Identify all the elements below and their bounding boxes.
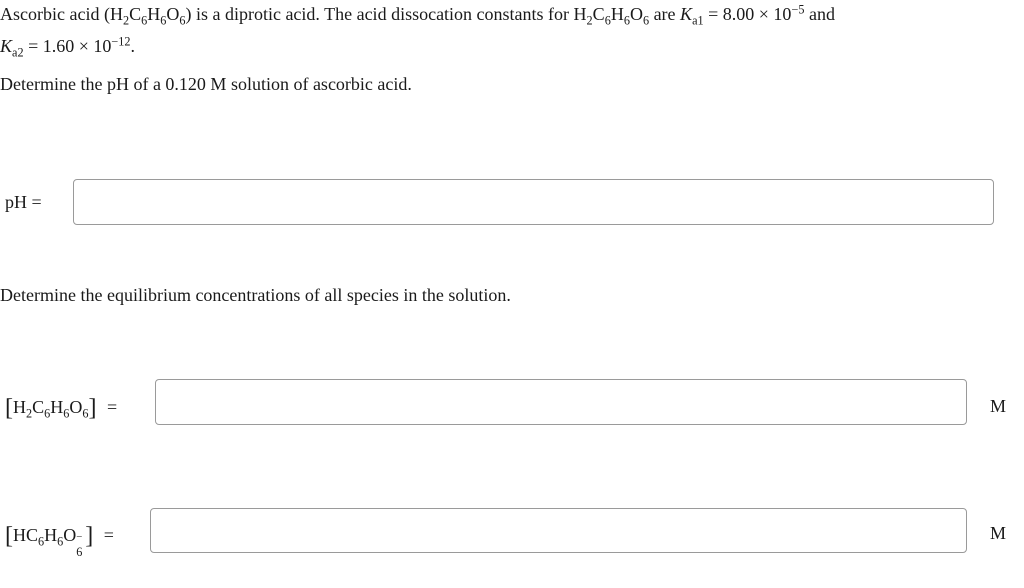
- formula-h2c6h6o6-2: $H_2C_6H_6O_6$: [573, 4, 650, 28]
- h2c6h6o6-concentration-label: $[H_2C_6H_6O_6]$ =: [5, 395, 118, 421]
- hc6h6o6-concentration-label: [$HC_6H_6O$ − 6 ] =: [5, 523, 114, 560]
- part2-prompt: Determine the equilibrium concentrations of all species in the solution.: [0, 285, 511, 305]
- are-text: are: [649, 4, 681, 24]
- question-line-2: [0, 34, 136, 60]
- ph-label: pH =: [5, 192, 42, 212]
- after-formula-text: ) is a diprotic acid. The acid dissocation constants for: [185, 4, 574, 24]
- hc6h6o6-concentration-input[interactable]: [150, 508, 967, 553]
- h2c6h6o6-concentration-input[interactable]: [155, 379, 967, 425]
- question-line-1: [0, 2, 835, 28]
- and-text: and: [804, 4, 835, 24]
- part1-prompt: Determine the pH of a 0.120 M solution of ascorbic acid.: [0, 74, 412, 94]
- h2c6h6o6-unit: M: [990, 396, 1007, 416]
- formula-h2c6h6o6: $H_2C_6H_6O_6$: [109, 4, 186, 28]
- hc6h6o6-unit: M: [990, 523, 1007, 543]
- intro-text: Ascorbic acid (: [0, 4, 110, 24]
- period: .: [130, 36, 136, 56]
- ka1-constant: $K_{a1} = 8.00 \times 10^{-5}$: [680, 2, 805, 28]
- ka2-constant: $K_{a2} = 1.60 \times 10^{-12}$: [0, 34, 131, 60]
- ph-input[interactable]: [73, 179, 994, 225]
